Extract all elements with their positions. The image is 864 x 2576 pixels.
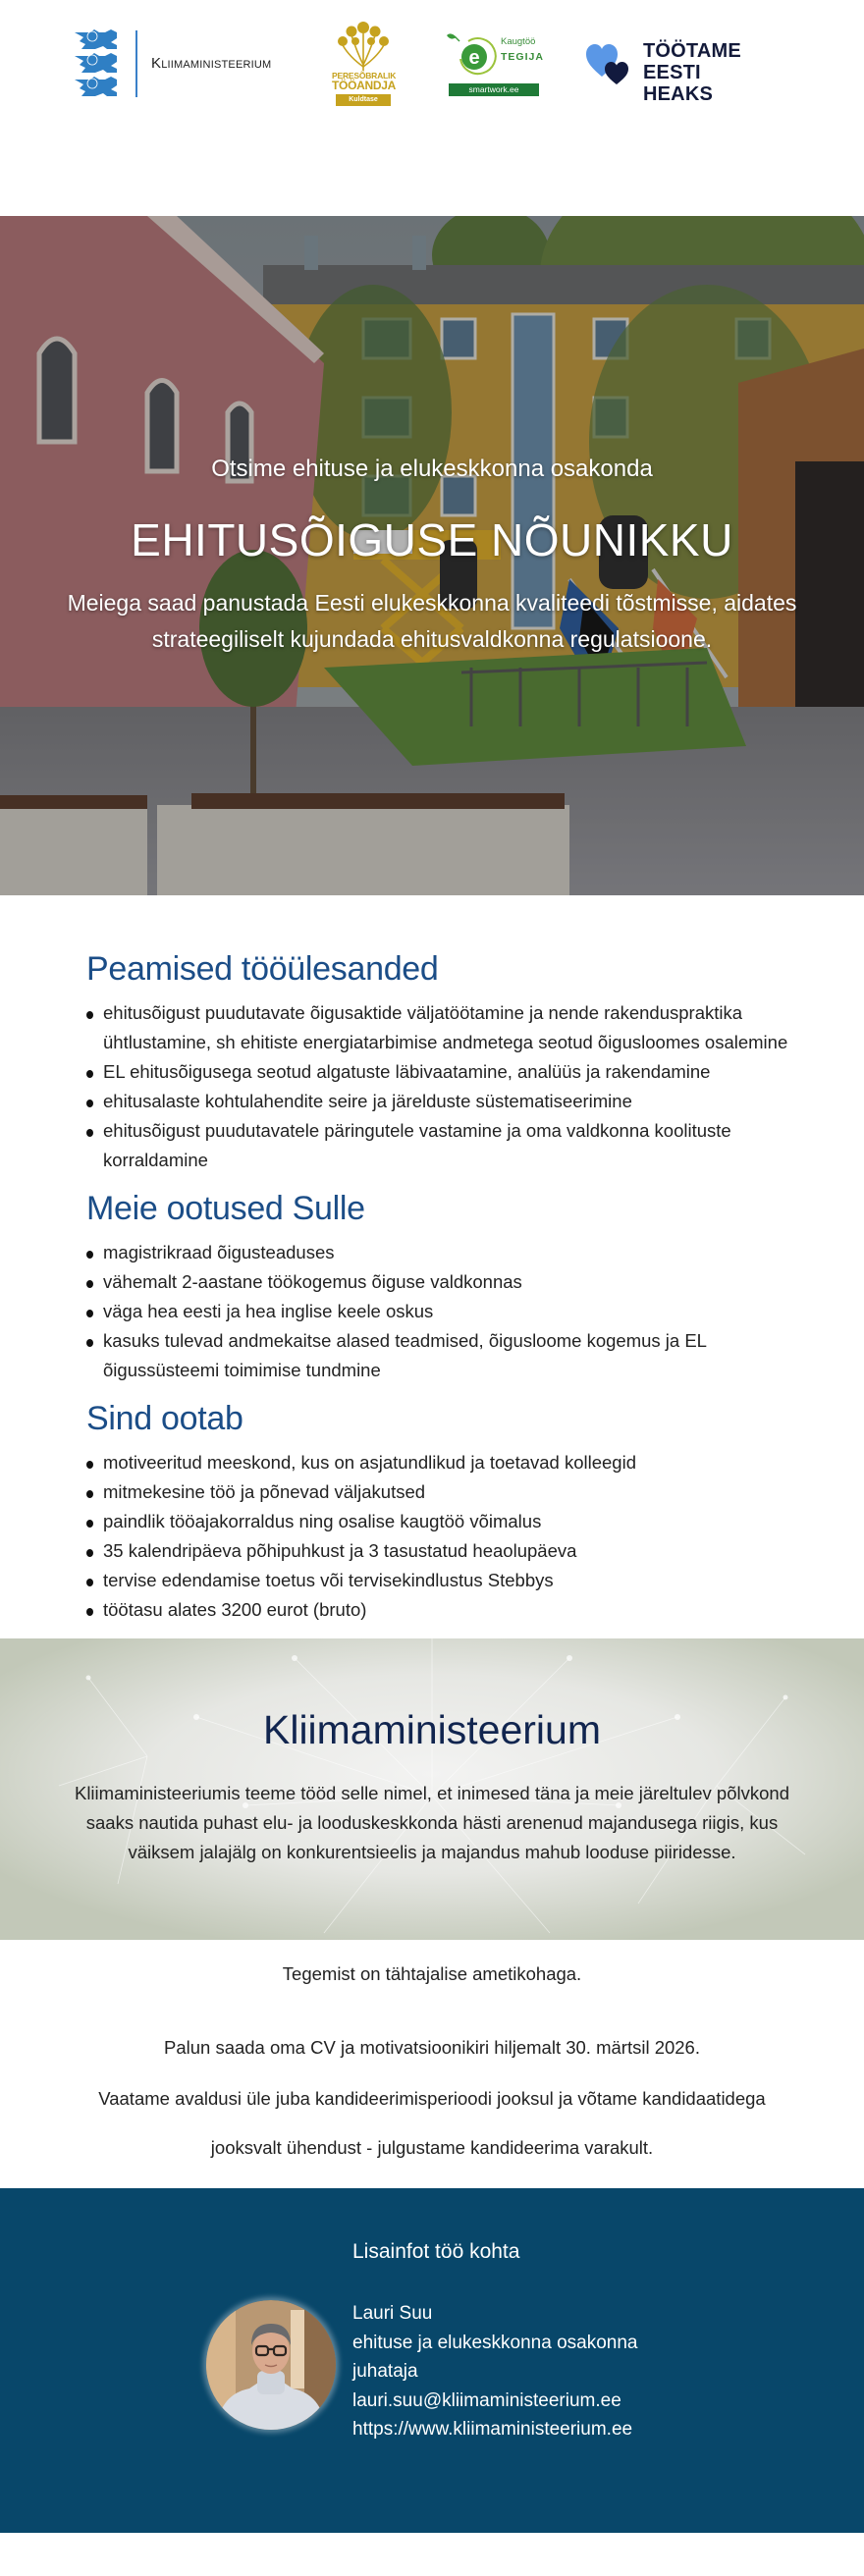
tasks-list [86, 998, 864, 1175]
list-item: paindlik tööajakorraldus ning osalise kaugtöö võimalus [86, 1507, 793, 1536]
svg-text:e: e [468, 47, 480, 69]
list-item: tervise edendamise toetus või tervisekindlustus Stebbys [86, 1566, 793, 1595]
benefits-list [86, 1448, 864, 1625]
list-item: töötasu alates 3200 eurot (bruto) [86, 1595, 793, 1625]
ministry-description: Kliimaministeeriumis teeme tööd selle nimel, et inimesed täna ja meie järeltulev põlvkond saaks nautida puhast elu- ja looduskeskkonda hästi arenenud majandusega riigis, kus väiksem jalajälg on konkurentsieelis ja majandus mahub looduse piiridesse. [74, 1783, 789, 1862]
application-notes [0, 1940, 864, 2188]
list-item: motiveeritud meeskond, kus on asjatundlikud ja toetavad kolleegid [86, 1448, 793, 1477]
kliimaministeerium-logo [73, 28, 298, 99]
list-item: magistrikraad õigusteaduses [86, 1238, 793, 1267]
tootame-text [643, 40, 773, 105]
job-details [0, 895, 864, 1625]
smartwork-bar: smartwork.ee [449, 83, 539, 96]
ministry-title: Kliimaministeerium [262, 1707, 601, 1752]
hero-subtitle: Otsime ehituse ja elukeskkonna osakonda [211, 456, 653, 482]
contact-footer [0, 2188, 864, 2533]
section-title-benefits: Sind ootab [86, 1400, 243, 1437]
contract-type-note: Tegemist on tähtajalise ametikohaga. [282, 1963, 582, 1984]
remote-work-line2: TEGIJA [501, 51, 544, 63]
gold-level-badge: Kuldtase [336, 94, 391, 106]
list-item: 35 kalendripäeva põhipuhkust ja 3 tasustatud heaolupäeva [86, 1536, 793, 1566]
ministry-website-link[interactable]: https://www.kliimaministeerium.ee [352, 2419, 633, 2440]
contact-role-line1: ehituse ja elukeskkonna osakonna [352, 2332, 638, 2353]
list-item: ehitusõigust puudutavatele päringutele vastamine ja oma valdkonna koolituste korraldamine [86, 1116, 793, 1175]
contact-email-link[interactable]: lauri.suu@kliimaministeerium.ee [352, 2389, 621, 2411]
hero-banner [0, 216, 864, 895]
list-item: väga hea eesti ja hea inglise keele oskus [86, 1297, 793, 1326]
review-note-line1: Vaatame avaldusi üle juba kandideerimisperioodi jooksul ja võtame kandidaatidega [98, 2088, 766, 2109]
tree-icon [336, 22, 391, 73]
ministry-banner [0, 1638, 864, 1940]
estonian-coat-of-arms-icon [73, 28, 120, 99]
contact-avatar [206, 2300, 336, 2430]
list-item: EL ehitusõigusega seotud algatuste läbivaatamine, analüüs ja rakendamine [86, 1057, 793, 1087]
review-note-line2: jooksvalt ühendust - julgustame kandideerima varakult. [210, 2137, 654, 2158]
list-item: ehitusalaste kohtulahendite seire ja järelduste süstematiseerimine [86, 1087, 793, 1116]
tootame-eesti-heaks-logo [586, 39, 773, 105]
hero-description: Meiega saad panustada Eesti elukeskkonna kvaliteedi tõstmisse, aidates strateegiliselt kujundada ehitusvaldkonna regulatsioone. [67, 590, 797, 652]
hero-title: EHITUSÕIGUSE NÕUNIKKU [131, 514, 733, 565]
contact-role-line2: juhataja [352, 2361, 418, 2382]
logo-divider [135, 30, 137, 97]
contact-section-title: Lisainfot töö kohta [352, 2240, 520, 2263]
logo-header [0, 0, 864, 216]
remote-work-line1: Kaugtöö [501, 36, 536, 47]
contact-details [352, 2299, 637, 2444]
tootame-line1: TÖÖTAME [643, 40, 741, 62]
section-title-expectations: Meie ootused Sulle [86, 1190, 365, 1227]
section-title-tasks: Peamised tööülesanded [86, 950, 439, 988]
list-item: ehitusõigust puudutavate õigusaktide väljatöötamine ja nende rakenduspraktika ühtlustamine, sh ehitiste energiatarbimise andmetega seotud õigusloomes osalemine [86, 998, 793, 1057]
ministry-name: Kliimaministeerium [151, 55, 272, 72]
expectations-list [86, 1238, 864, 1385]
person-photo [206, 2300, 336, 2430]
list-item: mitmekesine töö ja põnevad väljakutsed [86, 1477, 793, 1507]
contact-name: Lauri Suu [352, 2303, 433, 2324]
family-friendly-line2: TÖÖANDJA [332, 79, 396, 92]
tootame-line2: EESTI HEAKS [643, 62, 714, 105]
hearts-icon [586, 43, 631, 84]
remote-work-logo [447, 29, 544, 96]
application-deadline: Palun saada oma CV ja motivatsioonikiri hiljemalt 30. märtsil 2026. [163, 2037, 700, 2058]
e-leaf-icon [447, 29, 498, 80]
list-item: kasuks tulevad andmekaitse alased teadmised, õigusloome kogemus ja EL õigussüsteemi toimimise tundmine [86, 1326, 793, 1385]
family-friendly-line1: PERESÕBRALIK [332, 71, 397, 80]
list-item: vähemalt 2-aastane töökogemus õiguse valdkonnas [86, 1267, 793, 1297]
family-friendly-employer-logo [332, 22, 395, 108]
